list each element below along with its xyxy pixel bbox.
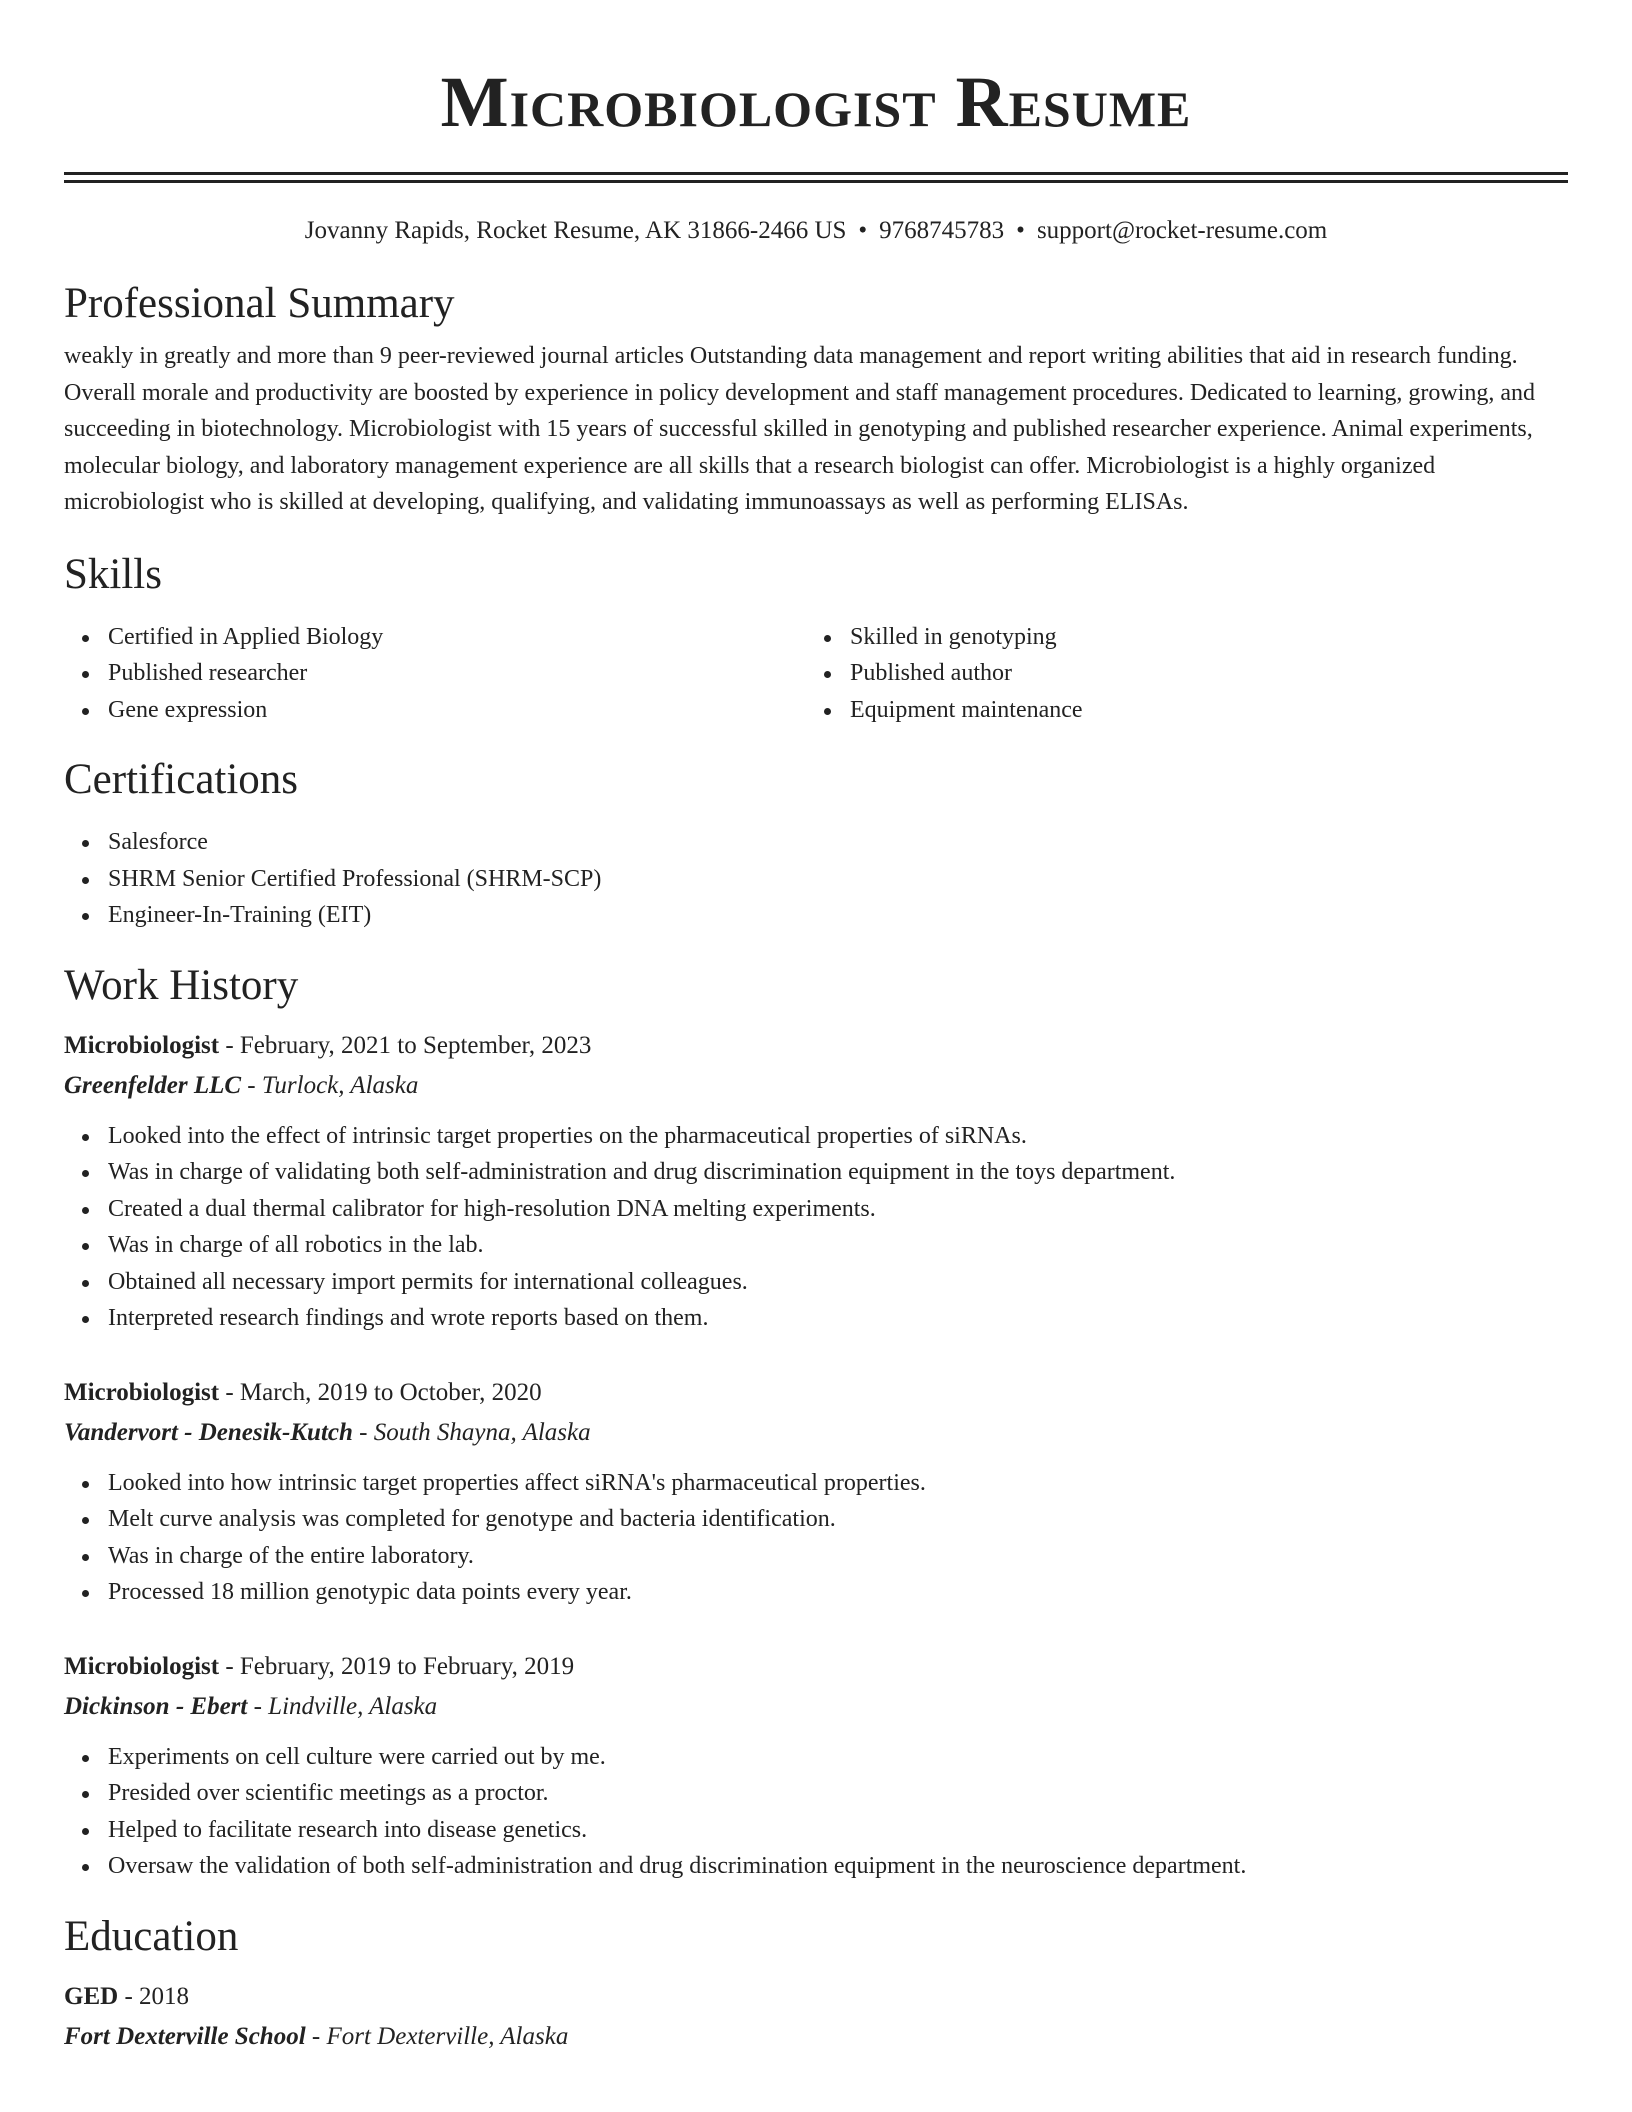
- skill-item: Equipment maintenance: [806, 692, 1548, 729]
- job-duty: Looked into how intrinsic target properties affect siRNA's pharmaceutical properties.: [64, 1465, 1568, 1502]
- skills-grid: [64, 619, 1568, 729]
- job-duty: Looked into the effect of intrinsic target properties on the pharmaceutical properties of siRNAs.: [64, 1118, 1568, 1155]
- job-dates: - February, 2019 to February, 2019: [219, 1652, 575, 1680]
- job-duty: Experiments on cell culture were carried out by me.: [64, 1739, 1568, 1776]
- education-degree: GED: [64, 1982, 119, 2010]
- education-location: - Fort Dexterville, Alaska: [305, 2022, 569, 2050]
- job-title-line: [64, 1373, 1568, 1413]
- job-duty: Was in charge of all robotics in the lab.: [64, 1227, 1568, 1264]
- summary-text: weakly in greatly and more than 9 peer-reviewed journal articles Outstanding data management and report writing abilities that aid in research funding. Overall morale and productivity are boosted by experience in policy development and staff management procedures. Dedicated to learning, growing, and succeeding in biotechnology. Microbiologist with 15 years of successful skilled in genotyping and published researcher experience. Animal experiments, molecular biology, and laboratory management experience are all skills that a research biologist can offer. Microbiologist is a highly organized microbiologist who is skilled at developing, qualifying, and validating immunoassays as well as performing ELISAs.: [64, 343, 1536, 515]
- job-dates: - March, 2019 to October, 2020: [219, 1378, 542, 1406]
- job-entry: [64, 1647, 1568, 1885]
- contact-phone: 9768745783: [879, 217, 1005, 244]
- contact-address: Jovanny Rapids, Rocket Resume, AK 31866-2466 US: [304, 217, 847, 244]
- job-duty: Oversaw the validation of both self-administration and drug discrimination equipment in the neuroscience department.: [64, 1848, 1568, 1885]
- job-employer: Dickinson - Ebert: [64, 1692, 248, 1720]
- certification-item: Salesforce: [64, 824, 1568, 861]
- skill-item: Skilled in genotyping: [806, 619, 1548, 656]
- certifications-list: [64, 824, 1568, 934]
- job-duty: Was in charge of the entire laboratory.: [64, 1538, 1568, 1575]
- job-duties-list: [64, 1739, 1568, 1885]
- job-location: - Lindville, Alaska: [247, 1692, 438, 1720]
- job-entry: [64, 1373, 1568, 1611]
- job-employer-line: [64, 1413, 1568, 1453]
- skills-left-list: [64, 619, 806, 729]
- job-location: - Turlock, Alaska: [241, 1071, 419, 1099]
- education-school: Fort Dexterville School: [64, 2022, 306, 2050]
- certification-item: Engineer-In-Training (EIT): [64, 897, 1568, 934]
- job-title-line: [64, 1647, 1568, 1687]
- job-title: Microbiologist: [64, 1031, 220, 1059]
- skills-heading: Skills: [64, 550, 162, 598]
- education-degree-line: [64, 1977, 1568, 2017]
- job-duty: Presided over scientific meetings as a proctor.: [64, 1775, 1568, 1812]
- job-duty: Created a dual thermal calibrator for high-resolution DNA melting experiments.: [64, 1191, 1568, 1228]
- job-title: Microbiologist: [64, 1378, 220, 1406]
- job-duty: Melt curve analysis was completed for genotype and bacteria identification.: [64, 1501, 1568, 1538]
- contact-separator: •: [1016, 217, 1025, 244]
- job-duty: Interpreted research findings and wrote reports based on them.: [64, 1300, 1568, 1337]
- job-employer: Greenfelder LLC: [64, 1071, 242, 1099]
- title-double-rule: [64, 172, 1568, 183]
- job-employer-line: [64, 1066, 1568, 1106]
- contact-separator: •: [858, 217, 868, 244]
- job-duty: Obtained all necessary import permits for international colleagues.: [64, 1264, 1568, 1301]
- skill-item: Gene expression: [64, 692, 806, 729]
- resume-title: Microbiologist Resume: [440, 62, 1192, 142]
- job-location: - South Shayna, Alaska: [352, 1418, 591, 1446]
- education-year: - 2018: [118, 1982, 190, 2010]
- education-heading: Education: [64, 1912, 239, 1960]
- job-duties-list: [64, 1465, 1568, 1611]
- contact-line: [64, 214, 1568, 248]
- certifications-heading: Certifications: [64, 756, 299, 803]
- skill-item: Published author: [806, 655, 1548, 692]
- contact-email: support@rocket-resume.com: [1036, 217, 1328, 244]
- skills-right-list: [806, 619, 1548, 729]
- job-dates: - February, 2021 to September, 2023: [219, 1031, 592, 1059]
- certification-item: SHRM Senior Certified Professional (SHRM-SCP): [64, 861, 1568, 898]
- skill-item: Certified in Applied Biology: [64, 619, 806, 656]
- skill-item: Published researcher: [64, 655, 806, 692]
- job-employer: Vandervort - Denesik-Kutch: [64, 1418, 353, 1446]
- job-duties-list: [64, 1118, 1568, 1337]
- education-entry: [64, 1977, 1568, 2057]
- job-entry: [64, 1026, 1568, 1337]
- job-employer-line: [64, 1687, 1568, 1727]
- summary-heading: Professional Summary: [64, 280, 455, 327]
- job-title: Microbiologist: [64, 1652, 220, 1680]
- job-duty: Helped to facilitate research into disease genetics.: [64, 1812, 1568, 1849]
- job-duty: Processed 18 million genotypic data points every year.: [64, 1574, 1568, 1611]
- job-duty: Was in charge of validating both self-administration and drug discrimination equipment in the toys department.: [64, 1154, 1568, 1191]
- education-school-line: [64, 2017, 1568, 2057]
- work-history-heading: Work History: [64, 961, 299, 1009]
- job-title-line: [64, 1026, 1568, 1066]
